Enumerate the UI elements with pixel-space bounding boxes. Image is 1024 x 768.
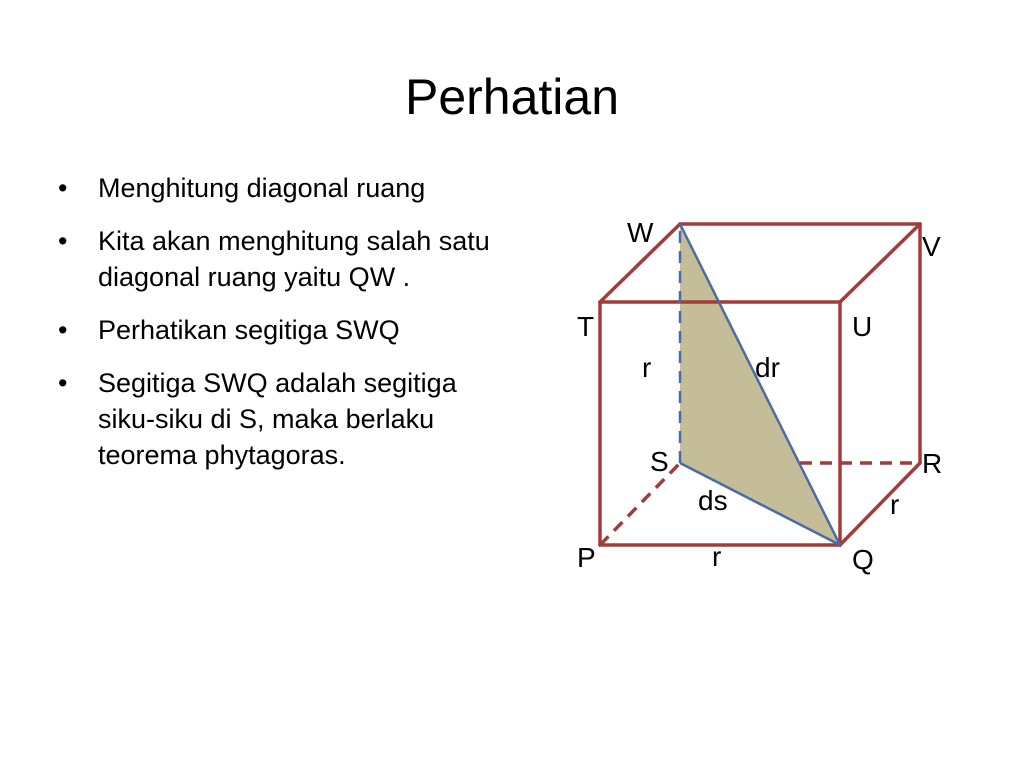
bullet-text: Segitiga SWQ adalah segitiga siku-siku di S, maka berlaku teorema phytagoras.	[98, 368, 457, 470]
edge-uv	[840, 224, 920, 302]
bullet-item	[52, 170, 492, 206]
bullet-text: Kita akan menghitung salah satu diagonal ruang yaitu QW .	[98, 226, 490, 292]
edge-label-r-bottom: r	[712, 541, 722, 572]
vertex-label-p: P	[577, 542, 596, 573]
bullet-item	[52, 365, 492, 473]
vertex-label-s: S	[650, 446, 669, 477]
bullet-marker: •	[58, 173, 68, 203]
bullet-text: Menghitung diagonal ruang	[98, 173, 426, 203]
bullet-item	[52, 223, 492, 295]
vertex-label-v: V	[922, 231, 941, 262]
vertex-label-q: Q	[852, 544, 874, 575]
edge-qr	[840, 463, 920, 545]
edge-label-ds: ds	[698, 485, 728, 516]
bullet-marker: •	[58, 315, 68, 345]
edge-label-r-vertical: r	[642, 352, 652, 383]
vertex-label-r: R	[922, 448, 943, 479]
vertex-label-t: T	[577, 311, 595, 342]
edge-label-r-depth: r	[890, 489, 900, 520]
edge-label-dr: dr	[755, 352, 780, 383]
bullet-list	[52, 170, 492, 490]
vertex-label-u: U	[852, 311, 873, 342]
slide-title: Perhatian	[404, 69, 620, 125]
vertex-label-w: W	[627, 217, 654, 248]
bullet-text: Perhatikan segitiga SWQ	[98, 315, 400, 345]
cube-diagram	[560, 200, 960, 600]
bullet-item	[52, 312, 492, 348]
bullet-marker: •	[58, 368, 68, 398]
bullet-marker: •	[58, 226, 68, 256]
